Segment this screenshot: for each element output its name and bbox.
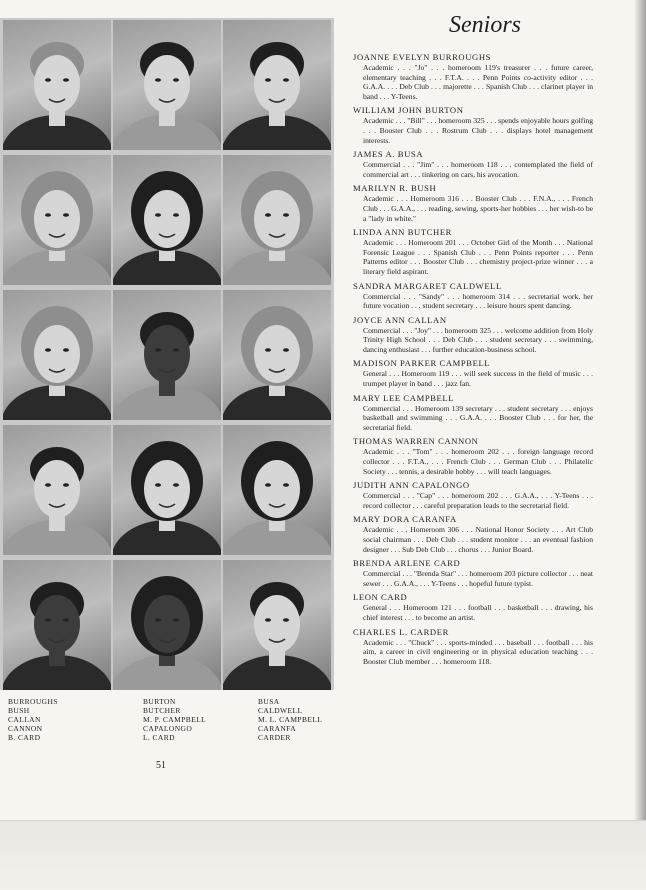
- portrait-image: [223, 290, 331, 420]
- caption-name: CARDER: [258, 733, 291, 742]
- senior-name: WILLIAM JOHN BURTON: [353, 105, 464, 116]
- senior-name: JOYCE ANN CALLAN: [353, 314, 447, 325]
- caption-name: BUSA: [258, 697, 280, 706]
- senior-portrait: [113, 155, 221, 285]
- portrait-image: [3, 560, 111, 690]
- senior-bio-entry: [353, 627, 593, 667]
- portrait-image: [3, 425, 111, 555]
- senior-activities: Academic . . . Homeroom 316 . . . Booster Club . . . F.N.A., . . . French Club . . . G.A.A., . . . reading, sewing, sports-her hobbies . . . her wish-to be a "lady in white.": [363, 194, 593, 223]
- caption-name: CARANFA: [258, 724, 297, 733]
- senior-activities: Commercial . . . "Brenda Star" . . . homeroom 203 picture collector . . . neat sewer . . . G.A.A., . . . Y-Teens . . . hopeful future typist.: [363, 569, 593, 588]
- senior-activities: Academic . . . Homeroom 201 . . . October Girl of the Month . . . National Forensic League . . . Spanish Club . . . Penn Points reporter . . . Penn Patterns editor . . . Booster Club . . . chemistry project-prize winner . . . a literary field aspirant.: [363, 238, 593, 276]
- senior-bio-entry: [353, 558, 593, 588]
- portrait-image: [223, 20, 331, 150]
- portrait-image: [113, 425, 221, 555]
- senior-name: THOMAS WARREN CANNON: [353, 436, 479, 447]
- senior-name: MARILYN R. BUSH: [353, 183, 437, 194]
- senior-name: CHARLES L. CARDER: [353, 626, 449, 637]
- caption-name: CAPALONGO: [143, 724, 193, 733]
- caption-name: CANNON: [8, 724, 43, 733]
- senior-bio-entry: [353, 105, 593, 145]
- binding-shadow: [634, 0, 646, 820]
- senior-name: LEON CARD: [353, 592, 408, 603]
- senior-photo-grid: [0, 18, 334, 690]
- caption-name: M. L. CAMPBELL: [258, 715, 323, 724]
- caption-column-3: [258, 697, 322, 742]
- senior-bio-entry: [353, 281, 593, 311]
- portrait-image: [223, 155, 331, 285]
- senior-name: JUDITH ANN CAPALONGO: [353, 480, 470, 491]
- senior-bios: [353, 52, 593, 670]
- senior-activities: Academic . . . "Jo" . . . homeroom 119's treasurer . . . future career, elementary teaching . . . F.T.A. . . . Penn Points co-activity editor . . . G.A.A. . . . Deb Club . . . majorette . . . Spanish Club . . . clarinet player in band . . . Y-Teens.: [363, 63, 593, 101]
- senior-activities: General . . . Homeroom 119 . . . will seek success in the field of music . . . trumpet player in band . . . jazz fan.: [363, 369, 593, 389]
- senior-portrait: [113, 425, 221, 555]
- portrait-image: [3, 290, 111, 420]
- senior-activities: Commercial . . . "Sandy" . . . homeroom 314 . . . secretarial work, her future vocation . . . student secretary . . . leisure hours spent dancing.: [363, 291, 593, 311]
- caption-name: BUTCHER: [143, 706, 181, 715]
- senior-name: JAMES A. BUSA: [353, 149, 424, 160]
- senior-portrait: [113, 290, 221, 420]
- senior-name: MARY DORA CARANFA: [353, 514, 457, 525]
- senior-name: SANDRA MARGARET CALDWELL: [353, 280, 502, 291]
- caption-name: M. P. CAMPBELL: [143, 715, 207, 724]
- senior-activities: Academic . . . "Chuck" . . . sports-minded . . . baseball . . . football . . . his aim, a career in civil engineering or in physical education teaching . . . Booster Club member . . . homeroom 118.: [363, 637, 593, 666]
- senior-activities: Commercial . . . "Joy" . . . homeroom 325 . . . welcome addition from Holy Trinity High School . . . Deb Club . . . student secretary . . . swimming, dancing enthusiast . . . further education-business school.: [363, 325, 593, 354]
- senior-bio-entry: [353, 480, 593, 510]
- senior-bio-entry: [353, 149, 593, 179]
- caption-column-1: [8, 697, 58, 742]
- senior-portrait: [223, 155, 331, 285]
- senior-portrait: [3, 20, 111, 150]
- caption-name: CALDWELL: [258, 706, 303, 715]
- senior-name: MARY LEE CAMPBELL: [353, 392, 455, 403]
- senior-portrait: [223, 290, 331, 420]
- senior-portrait: [223, 425, 331, 555]
- portrait-image: [113, 20, 221, 150]
- caption-column-2: [143, 697, 206, 742]
- senior-bio-entry: [353, 436, 593, 476]
- caption-name: BURROUGHS: [8, 697, 58, 706]
- senior-bio-entry: [353, 358, 593, 388]
- portrait-image: [113, 290, 221, 420]
- senior-activities: Commercial . . . "Cap" . . . homeroom 202 . . . G.A.A., . . . Y-Teens . . . record collector . . . careful preparation leads to the secretarial field.: [363, 491, 593, 510]
- senior-bio-entry: [353, 315, 593, 355]
- senior-portrait: [3, 290, 111, 420]
- senior-bio-entry: [353, 52, 593, 101]
- senior-activities: General . . . Homeroom 121 . . . football . . . basketball . . . drawing, his chief interest . . . to become an artist.: [363, 603, 593, 622]
- portrait-image: [113, 560, 221, 690]
- portrait-image: [223, 425, 331, 555]
- portrait-image: [223, 560, 331, 690]
- senior-name: MADISON PARKER CAMPBELL: [353, 358, 491, 369]
- caption-name: L. CARD: [143, 733, 175, 742]
- portrait-image: [113, 155, 221, 285]
- senior-bio-entry: [353, 514, 593, 554]
- senior-bio-entry: [353, 183, 593, 223]
- senior-activities: Academic . . . "Bill" . . . homeroom 325 . . . spends enjoyable hours golfing . . . Booster Club . . . Rostrum Club . . . displays hotel management interests.: [363, 116, 593, 145]
- caption-name: B. CARD: [8, 733, 41, 742]
- senior-name: BRENDA ARLENE CARD: [353, 558, 461, 569]
- senior-bio-entry: [353, 227, 593, 276]
- portrait-image: [3, 155, 111, 285]
- senior-portrait: [223, 560, 331, 690]
- senior-portrait: [3, 155, 111, 285]
- caption-name: BURTON: [143, 697, 176, 706]
- senior-portrait: [113, 560, 221, 690]
- senior-activities: Commercial . . . "Jim" . . . homeroom 118 . . . contemplated the field of commercial art . . . tinkering on cars, his avocation.: [363, 160, 593, 179]
- senior-portrait: [223, 20, 331, 150]
- senior-bio-entry: [353, 393, 593, 433]
- senior-activities: Commercial . . . Homeroom 139 secretary . . . student secretary . . . enjoys basketball and swimming . . . G.A.A. . . . Booster Club . . . for her, the secretarial field.: [363, 403, 593, 432]
- senior-portrait: [3, 425, 111, 555]
- caption-name: BUSH: [8, 706, 30, 715]
- senior-name: LINDA ANN BUTCHER: [353, 227, 453, 238]
- scan-bottom-margin: [0, 820, 646, 890]
- portrait-image: [3, 20, 111, 150]
- senior-activities: Academic . . . Homeroom 306 . . . National Honor Society . . . Art Club social chairman . . . Deb Club . . . student monitor . . . an eventual fashion designer . . . Sub Deb Club . . . chorus . . . Junior Board.: [363, 525, 593, 554]
- page-number: 51: [156, 760, 166, 771]
- caption-name: CALLAN: [8, 715, 41, 724]
- senior-bio-entry: [353, 592, 593, 622]
- senior-activities: Academic . . . "Tom" . . . homeroom 202 . . . foreign language record collector . . . F.T.A., . . . French Club . . . German Club . . . Philatelic Society . . . tennis, a desirable hobby . . . will teach languages.: [363, 447, 593, 476]
- senior-name: JOANNE EVELYN BURROUGHS: [353, 52, 492, 62]
- page-title: Seniors: [449, 12, 521, 38]
- senior-portrait: [113, 20, 221, 150]
- senior-portrait: [3, 560, 111, 690]
